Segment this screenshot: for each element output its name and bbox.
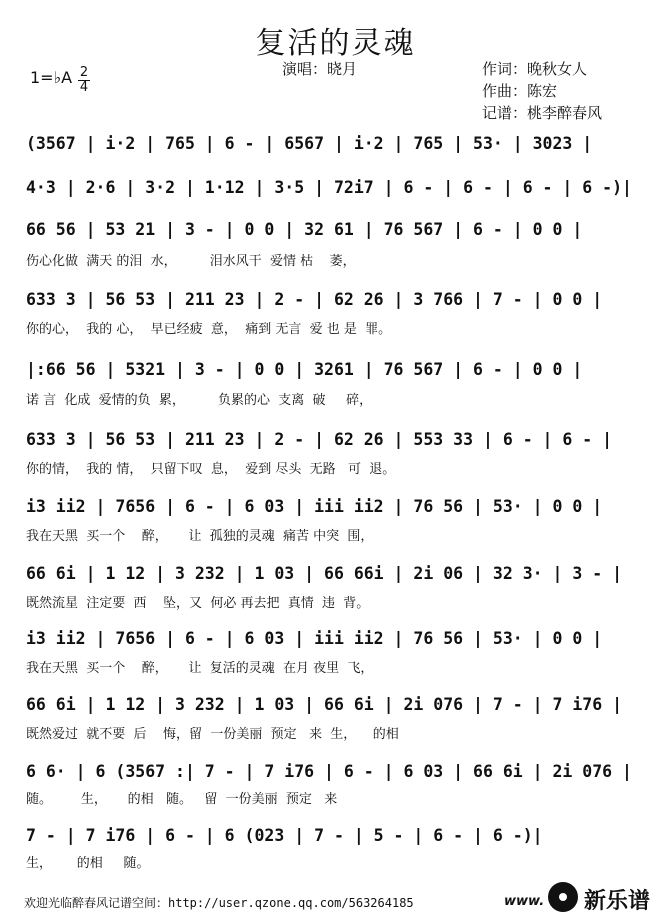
lyric-line-8: 既然爱过 就不要 后 悔，留 一份美丽 预定 来 生， 的相 (26, 727, 399, 741)
logo-brand: 新乐谱 (584, 889, 651, 914)
composer-credit: 作曲：陈宏 (482, 82, 558, 100)
score-line-6: 633 3 | 56 53 | 211 23 | 2 - | 62 26 | 553 33 | 6 - | 6 - | (26, 430, 613, 449)
record-disc-icon (548, 882, 578, 912)
logo-prefix: www. (504, 894, 545, 909)
score-line-11: 6 6· | 6 (3567 :| 7 - | 7 i76 | 6 - | 6 03 | 66 6i | 2i 076 | (26, 762, 632, 781)
score-line-2: 4·3 | 2·6 | 3·2 | 1·12 | 3·5 | 72i7 | 6 - | 6 - | 6 - | 6 -)| (26, 178, 632, 197)
time-signature (78, 66, 90, 95)
footer-website-text: 欢迎光临醉春风记谱空间：http://user.qzone.qq.com/563264185 (24, 896, 414, 910)
lyric-line-6: 既然流星 注定要 西 坠，又 何必 再去把 真情 违 背。 (26, 596, 370, 610)
score-line-4: 633 3 | 56 53 | 211 23 | 2 - | 62 26 | 3 766 | 7 - | 0 0 | (26, 290, 603, 309)
lyric-line-4: 你的情， 我的 情， 只留下叹 息， 爱到 尽头 无路 可 退。 (26, 462, 396, 476)
song-title: 复活的灵魂 (255, 26, 416, 61)
score-line-12: 7 - | 7 i76 | 6 - | 6 (023 | 7 - | 5 - | 6 - | 6 -)| (26, 826, 543, 845)
score-line-1: (3567 | i·2 | 765 | 6 - | 6567 | i·2 | 765 | 53· | 3023 | (26, 134, 593, 153)
score-line-3: 66 56 | 53 21 | 3 - | 0 0 | 32 61 | 76 567 | 6 - | 0 0 | (26, 220, 583, 239)
score-line-7: i3 ii2 | 7656 | 6 - | 6 03 | iii ii2 | 76 56 | 53· | 0 0 | (26, 497, 603, 516)
lyric-line-1: 伤心化做 满天 的泪 水， 泪水风干 爱情 枯 萎， (26, 254, 356, 268)
lyric-line-10: 生， 的相 随。 (26, 856, 150, 870)
transcriber-credit: 记谱：桃李醉春风 (482, 104, 603, 122)
site-logo (504, 880, 664, 916)
lyric-line-2: 你的心， 我的 心， 早已经疲 意， 痛到 无言 爱 也 是 罪。 (26, 322, 392, 336)
singer-credit: 演唱：晓月 (282, 60, 358, 78)
score-line-5: |:66 56 | 5321 | 3 - | 0 0 | 3261 | 76 567 | 6 - | 0 0 | (26, 360, 583, 379)
lyric-line-5: 我在天黑 买一个 醉， 让 孤独的灵魂 痛苦 中突 围， (26, 529, 374, 543)
lyric-line-7: 我在天黑 买一个 醉， 让 复活的灵魂 在月 夜里 飞， (26, 661, 374, 675)
score-line-10: 66 6i | 1 12 | 3 232 | 1 03 | 66 6i | 2i 076 | 7 - | 7 i76 | (26, 695, 623, 714)
lyric-line-9: 随。 生， 的相 随。 留 一份美丽 预定 来 (26, 792, 338, 806)
time-signature-top: 2 (79, 65, 89, 80)
lyricist-credit: 作词：晚秋女人 (482, 60, 588, 78)
lyric-line-3: 诺 言 化成 爱情的负 累， 负累的心 支离 破 碎， (26, 393, 373, 407)
score-line-9: i3 ii2 | 7656 | 6 - | 6 03 | iii ii2 | 76 56 | 53· | 0 0 | (26, 629, 603, 648)
score-line-8: 66 6i | 1 12 | 3 232 | 1 03 | 66 66i | 2i 06 | 32 3· | 3 - | (26, 564, 623, 583)
key-signature: 1=♭A (30, 68, 73, 87)
time-signature-bottom: 4 (79, 80, 89, 95)
